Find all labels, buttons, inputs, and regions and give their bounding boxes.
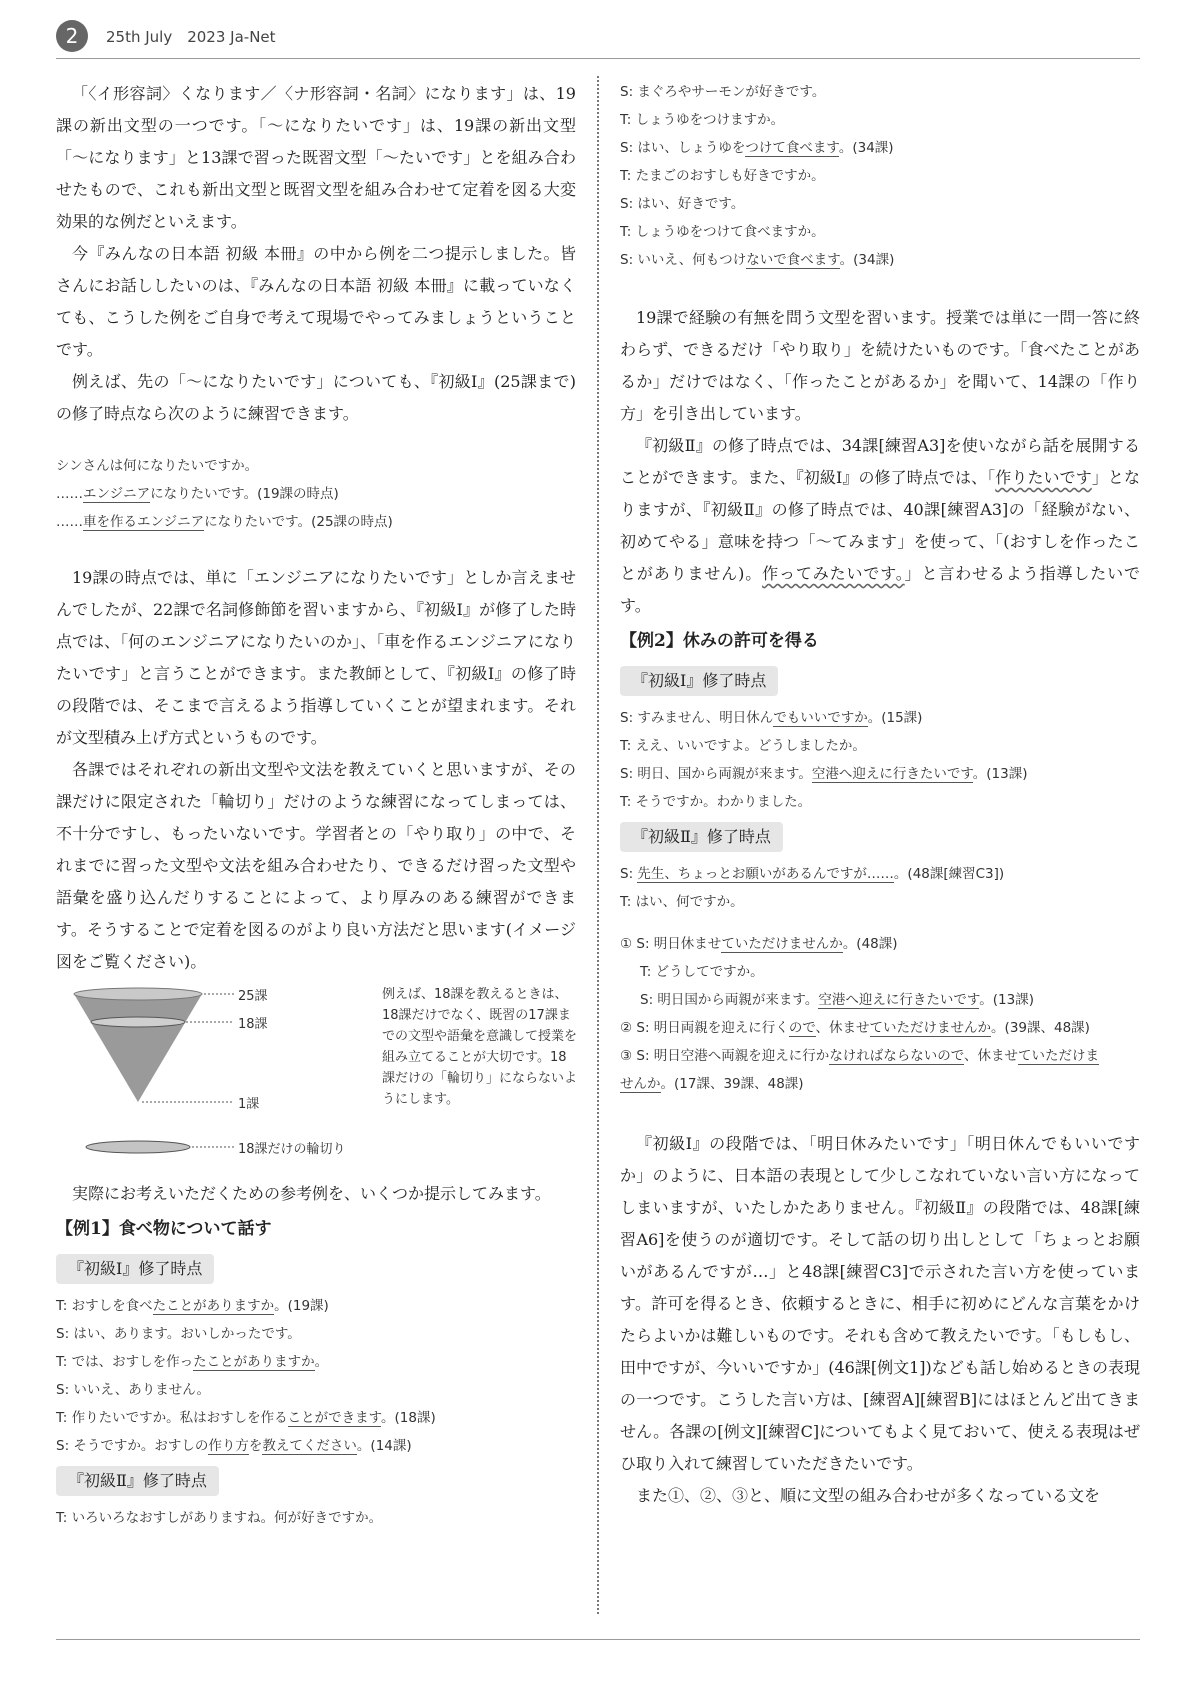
paragraph: また①、②、③と、順に文型の組み合わせが多くなっている文を — [636, 1486, 1101, 1505]
example-line: シンさんは何になりたいですか。 — [56, 458, 259, 474]
dialogue-line: T: おすしを食べたことがありますか。(19課) — [56, 1298, 329, 1314]
section-tag: 『初級Ⅰ』修了時点 — [56, 1254, 214, 1284]
dialogue-2-cont — [620, 78, 1140, 274]
page-header — [56, 20, 1140, 59]
dialogue-line: T: 作りたいですか。私はおすしを作ることができます。(18課) — [56, 1410, 436, 1426]
example-heading: 【例2】休みの許可を得る — [620, 631, 819, 651]
dialogue-line: T: いろいろなおすしがありますね。何が好きですか。 — [56, 1510, 383, 1526]
paragraph: 今『みんなの日本語 初級 本冊』の中から例を二つ提示しました。皆さんにお話ししたいのは、『みんなの日本語 初級 本冊』に載っていなくても、こうした例をご自身で考えて現場でやってみましょうということです。 — [56, 244, 576, 359]
paragraph: 19課の時点では、単に「エンジニアになりたいです」としか言えませんでしたが、22課で名詞修飾節を習いますから、『初級Ⅰ』が修了した時点では、「何のエンジニアになりたいのか」、「車を作るエンジニアになりたいです」と言うことができます。また教師として、『初級Ⅰ』の修了時の段階では、そこまで言えるよう指導していくことが望まれます。それが文型積み上げ方式というものです。 — [56, 568, 576, 747]
dialogue-line: S: そうですか。おすしの作り方を教えてください。(14課) — [56, 1438, 412, 1454]
dialogue-4 — [620, 860, 1140, 916]
example-heading: 【例1】食べ物について話す — [56, 1219, 272, 1239]
dialogue-line: S: はい、あります。おいしかったです。 — [56, 1326, 301, 1342]
left-column — [56, 78, 576, 1532]
dialogue-3 — [620, 704, 1140, 816]
section-tag: 『初級Ⅱ』修了時点 — [56, 1466, 219, 1496]
issue-info: 25th July 2023 Ja-Net — [106, 28, 276, 46]
paragraph: 19課で経験の有無を問う文型を習います。授業では単に一問一答に終わらず、できるだけ「やり取り」を続けたいものです。「食べたことがあるか」だけではなく、「作ったことがあるか」を聞いて、14課の「作り方」を引き出しています。 — [620, 308, 1140, 423]
dialogue-line: T: たまごのおすしも好きですか。 — [620, 168, 825, 184]
column-divider — [597, 76, 599, 1614]
label-slice: 18課だけの輪切り — [238, 1142, 346, 1157]
dialogue-line: S: 先生、ちょっとお願いがあるんですが……。(48課[練習C3]) — [620, 866, 1005, 882]
dialogue-line: せんか。(17課、39課、48課) — [620, 1076, 804, 1092]
paragraph: 例えば、先の「〜になりたいです」についても、『初級Ⅰ』(25課まで)の修了時点なら次のように練習できます。 — [56, 372, 576, 423]
dialogue-line: ① S: 明日休ませていただけませんか。(48課) — [620, 936, 898, 952]
example-line: ……エンジニアになりたいです。(19課の時点) — [56, 486, 339, 502]
example-line: ……車を作るエンジニアになりたいです。(25課の時点) — [56, 514, 393, 530]
section-tag: 『初級Ⅰ』修了時点 — [620, 666, 778, 696]
dialogue-line: S: まぐろやサーモンが好きです。 — [620, 84, 826, 100]
paragraph: 「〈イ形容詞〉くなります／〈ナ形容詞・名詞〉になります」は、19課の新出文型の一つです。「〜になりたいです」は、19課の新出文型「〜になります」と13課で習った既習文型「〜たいです」とを組み合わせたもので、これも新出文型と既習文型を組み合わせて定着を図る大変効果的な例だといえます。 — [56, 84, 576, 231]
dialogue-line: ③ S: 明日空港へ両親を迎えに行かなければならないので、休ませていただけま — [620, 1048, 1100, 1064]
dialogue-line: S: 明日国から両親が来ます。空港へ迎えに行きたいです。(13課) — [640, 992, 1034, 1008]
label-18: 18課 — [238, 1017, 268, 1032]
paragraph: 『初級Ⅰ』の段階では、「明日休みたいです」「明日休んでもいいですか」のように、日本語の表現として少しこなれていない言い方になってしまいますが、いたしかたありません。『初級Ⅱ』の段階では、48課[練習A6]を使うのが適切です。そして話の切り出しとして「ちょっとお願いがあるんですが…」と48課[練習C3]で示された言い方を使っています。許可を得るとき、依頼するときに、相手に初めにどんな言葉をかけたらよいかは難しいものです。それも含めて教えたいです。「もしもし、田中ですが、今いいですか」(46課[例文1])なども話し始めるときの表現の一つです。こうした言い方は、[練習A][練習B]にはほとんど出てきません。各課の[例文][練習C]についてもよく見ておいて、使える表現はぜひ取り入れて練習していただきたいです。 — [620, 1134, 1140, 1473]
cone-figure — [56, 984, 576, 1174]
page-number: 2 — [56, 20, 88, 52]
figure-note: 例えば、18課を教えるときは、18課だけでなく、既習の17課までの文型や語彙を意識して授業を組み立てることが大切です。18課だけの「輪切り」にならないようにします。 — [382, 987, 578, 1107]
dialogue-line: T: そうですか。わかりました。 — [620, 794, 812, 810]
dialogue-line: T: しょうゆをつけますか。 — [620, 112, 785, 128]
dialogue-line: T: ええ、いいですよ。どうしましたか。 — [620, 738, 866, 754]
label-1: 1課 — [238, 1097, 260, 1112]
slice-disc — [86, 1141, 190, 1153]
example-engineer — [56, 452, 576, 536]
dialogue-line: ② S: 明日両親を迎えに行くので、休ませていただけませんか。(39課、48課) — [620, 1020, 1090, 1036]
dialogue-line: S: いいえ、何もつけないで食べます。(34課) — [620, 252, 895, 268]
cone-body — [74, 994, 202, 1102]
dialogue-line: S: はい、好きです。 — [620, 196, 745, 212]
dialogue-line: T: しょうゆをつけて食べますか。 — [620, 224, 825, 240]
dialogue-5 — [620, 930, 1140, 1098]
dialogue-1 — [56, 1292, 576, 1460]
label-25: 25課 — [238, 989, 268, 1004]
dialogue-line: T: では、おすしを作ったことがありますか。 — [56, 1354, 329, 1370]
paragraph: 『初級Ⅱ』の修了時点では、34課[練習A3]を使いながら話を展開することができます。また、『初級Ⅰ』の修了時点では、「作りたいです」となりますが、『初級Ⅱ』の修了時点では、40課[練習A3]の「経験がない、初めてやる」意味を持つ「〜てみます」を使って、「(おすしを作ったことがありません)。作ってみたいです。」と言わせるよう指導したいです。 — [620, 436, 1140, 615]
dialogue-line: S: すみません、明日休んでもいいですか。(15課) — [620, 710, 923, 726]
dialogue-line: S: はい、しょうゆをつけて食べます。(34課) — [620, 140, 894, 156]
paragraph: 各課ではそれぞれの新出文型や文法を教えていくと思いますが、その課だけに限定された「輪切り」だけのような練習になってしまっては、不十分ですし、もったいないです。学習者との「やり取り」の中で、それまでに習った文型や文法を組み合わせたり、できるだけ習った文型や語彙を盛り込んだりすることによって、より厚みのある練習ができます。そうすることで定着を図るのがより良い方法だと思います(イメージ図をご覧ください)。 — [56, 760, 576, 971]
dialogue-line: S: いいえ、ありません。 — [56, 1382, 211, 1398]
dialogue-line: T: はい、何ですか。 — [620, 894, 744, 910]
paragraph: 実際にお考えいただくための参考例を、いくつか提示してみます。 — [72, 1184, 551, 1203]
dialogue-line: T: どうしてですか。 — [640, 964, 764, 980]
right-column — [620, 78, 1140, 1512]
section-tag: 『初級Ⅱ』修了時点 — [620, 822, 783, 852]
cone-slice — [91, 1017, 185, 1027]
cone-top — [74, 988, 202, 1000]
dialogue-line: S: 明日、国から両親が来ます。空港へ迎えに行きたいです。(13課) — [620, 766, 1028, 782]
footer-rule — [56, 1639, 1140, 1640]
